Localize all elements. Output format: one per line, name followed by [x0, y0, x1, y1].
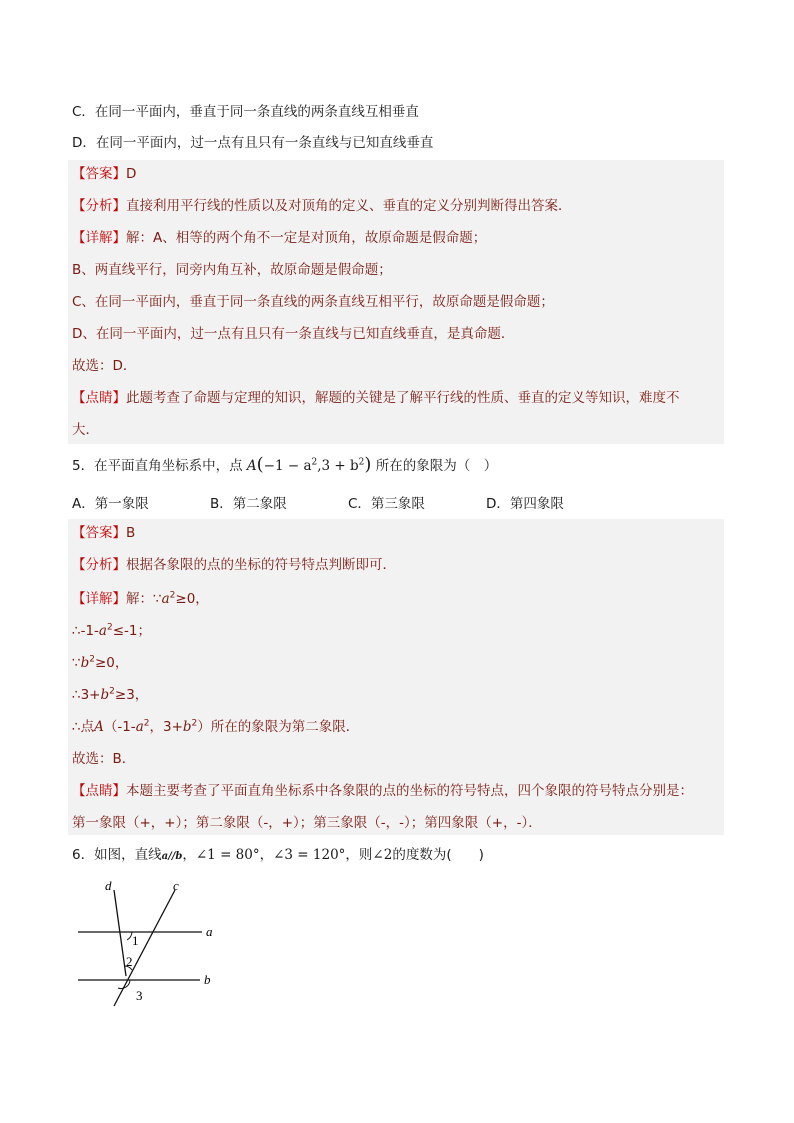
- q5-stem: [72, 455, 497, 476]
- detail-text: ≥3，: [114, 687, 149, 703]
- detail-text: ∵: [72, 655, 81, 671]
- answer-tag: 【答案】: [72, 525, 126, 541]
- q4-option-d: D．在同一平面内，过一点有且只有一条直线与已知直线垂直: [72, 135, 434, 151]
- q4-comment-line-1: [72, 388, 680, 408]
- q5-option-a: A．第一象限: [72, 496, 149, 512]
- square: 2: [109, 686, 115, 697]
- square: 2: [89, 654, 95, 665]
- q5-detail-line-6: 故选：B．: [72, 751, 136, 767]
- square: 2: [169, 590, 176, 601]
- analysis-text: 直接利用平行线的性质以及对顶角的定义、垂直的定义分别判断得出答案．: [126, 198, 572, 214]
- q6-stem: [72, 845, 484, 867]
- q5-detail-line-2: [72, 621, 151, 641]
- q4-detail-line-3: C、在同一平面内，垂直于同一条直线的两条直线互相平行，故原命题是假命题；: [72, 294, 554, 310]
- detail-text: ∴-1-: [72, 623, 99, 639]
- q6-stem-post: 的度数为( ): [392, 847, 484, 863]
- q6-figure: [72, 874, 232, 1014]
- comment-text: 此题考查了命题与定理的知识，解题的关键是了解平行线的性质、垂直的定义等知识，难度不: [126, 390, 680, 406]
- q5-stem-pre: 5．在平面直角坐标系中，点: [72, 458, 243, 474]
- q5-point-expression: [246, 454, 376, 475]
- point-name: A: [246, 458, 257, 474]
- detail-text: ，3+: [149, 719, 183, 735]
- var-b: b: [80, 655, 90, 671]
- label-2: 2: [126, 954, 133, 969]
- q5-solution-block: [68, 519, 724, 835]
- punct: ，则: [345, 847, 373, 863]
- point-name: A: [94, 719, 104, 735]
- comment-tag: 【点睛】: [72, 390, 126, 406]
- analysis-tag: 【分析】: [72, 557, 126, 573]
- q5-analysis: [72, 555, 396, 575]
- q4-analysis: [72, 196, 572, 216]
- detail-text: （-1-: [103, 719, 136, 735]
- q4-detail-line-4: D、在同一平面内，过一点有且只有一条直线与已知直线垂直，是真命题．: [72, 326, 515, 342]
- answer-value: B: [126, 525, 136, 541]
- q5-detail-line-5: [72, 717, 359, 737]
- q4-solution-block: [68, 160, 724, 444]
- detail-text: 解：∵: [126, 591, 162, 607]
- answer-tag: 【答案】: [72, 166, 126, 182]
- q5-option-b: B．第二象限: [210, 496, 287, 512]
- angle-1: ∠1 = 80°: [195, 847, 260, 863]
- analysis-tag: 【分析】: [72, 198, 126, 214]
- detail-text: ≥0，: [94, 655, 129, 671]
- label-b: b: [204, 972, 211, 987]
- detail-text: ≤-1；: [112, 623, 151, 639]
- q5-comment-line-2: 第一象限（+，+）；第二象限（-，+）；第三象限（-，-）；第四象限（+，-）．: [72, 815, 542, 831]
- q6-stem-pre: 6．如图，直线: [72, 847, 162, 863]
- angle-3: ∠3 = 120°: [273, 847, 346, 863]
- label-a: a: [206, 924, 213, 939]
- var-a: a: [161, 591, 170, 607]
- coord-sep: ,: [317, 458, 322, 474]
- label-d: d: [105, 878, 112, 893]
- q5-detail-line-3: [72, 653, 128, 673]
- q5-answer: [72, 523, 135, 543]
- square: 2: [143, 718, 150, 729]
- detail-text: 解：A、相等的两个角不一定是对顶角，故原命题是假命题；: [126, 230, 487, 246]
- paren-close: ): [364, 454, 372, 475]
- square: 2: [191, 718, 198, 729]
- q4-detail-line-2: B、两直线平行，同旁内角互补，故原命题是假命题；: [72, 262, 392, 278]
- label-1: 1: [132, 933, 139, 948]
- analysis-text: 根据各象限的点的坐标的符号特点判断即可．: [126, 557, 396, 573]
- q4-detail-line-1: [72, 228, 486, 248]
- detail-tag: 【详解】: [72, 230, 126, 246]
- square-y: 2: [358, 457, 365, 468]
- paren-open: (: [256, 454, 264, 475]
- line-d: [114, 890, 126, 976]
- square: 2: [106, 622, 113, 633]
- detail-text: ≥0，: [175, 591, 209, 607]
- detail-text: ）所在的象限为第二象限．: [197, 719, 360, 735]
- var-a: a: [135, 719, 144, 735]
- q5-detail-line-4: [72, 685, 148, 705]
- punct: ，: [182, 847, 196, 863]
- answer-value: D: [126, 166, 137, 182]
- q5-option-d: D．第四象限: [486, 496, 564, 512]
- var-a: a: [98, 623, 107, 639]
- label-c: c: [173, 878, 179, 893]
- comment-tag: 【点睛】: [72, 783, 126, 799]
- label-3: 3: [136, 988, 143, 1003]
- detail-text: ∴点: [72, 719, 95, 735]
- q4-detail-line-5: 故选：D．: [72, 358, 137, 374]
- parallel-notation: a//b: [161, 851, 183, 862]
- q5-option-c: C．第三象限: [348, 496, 425, 512]
- coord-x: −1 − a: [263, 458, 312, 474]
- q5-detail-line-1: [72, 589, 209, 609]
- comment-text: 本题主要考查了平面直角坐标系中各象限的点的坐标的符号特点，四个象限的符号特点分别是：: [126, 783, 693, 799]
- var-b: b: [182, 719, 192, 735]
- detail-text: ∴3+: [72, 687, 101, 703]
- punct: ，: [259, 847, 274, 863]
- q4-comment-line-2: 大．: [72, 422, 99, 438]
- q5-comment-line-1: [72, 781, 693, 801]
- angle-2: ∠2: [372, 847, 393, 863]
- var-b: b: [100, 687, 110, 703]
- square-x: 2: [311, 457, 318, 468]
- q5-stem-post: 所在的象限为（ ）: [375, 458, 498, 474]
- coord-y: 3 + b: [321, 458, 359, 474]
- detail-tag: 【详解】: [72, 591, 126, 607]
- q4-option-c: C．在同一平面内，垂直于同一条直线的两条直线互相垂直: [72, 104, 419, 120]
- q4-answer: [72, 164, 136, 184]
